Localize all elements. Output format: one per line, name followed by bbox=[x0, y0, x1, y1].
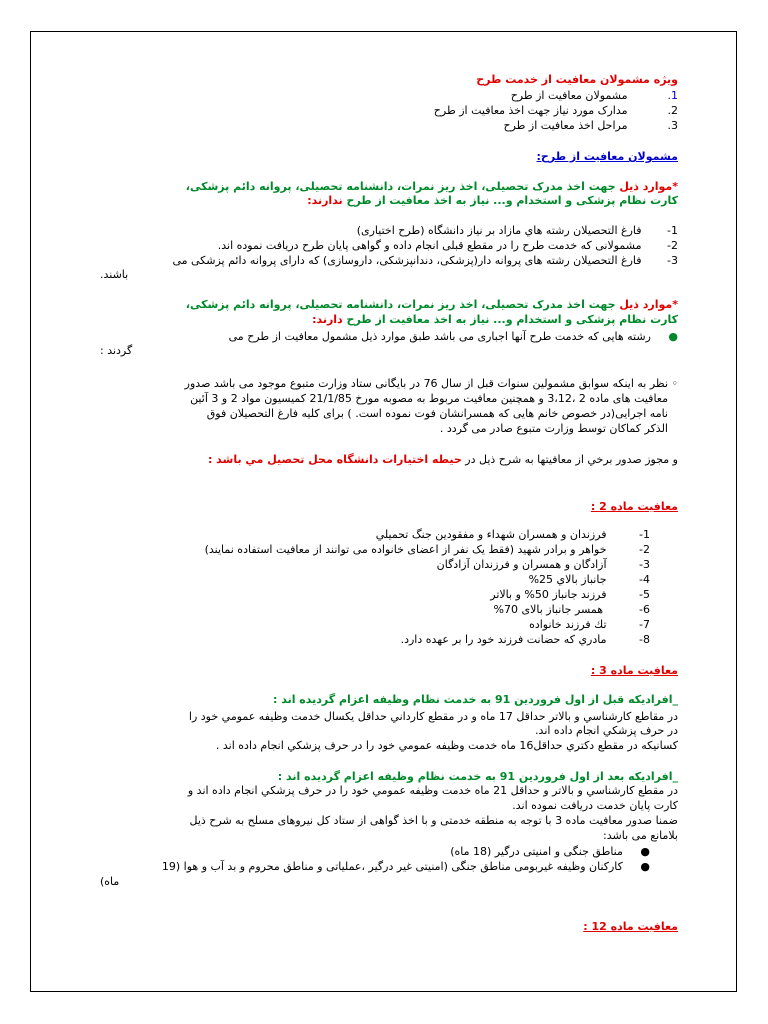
section-heading-exemptees[interactable]: مشمولان معافیت از طرح: bbox=[536, 150, 678, 163]
art3-sub1-line1: در مقاطع كارشناسي و بالاتر حداقل 17 ماه و در مقطع كارداني حداقل يكسال خدمت وظيفه عمومي خود را bbox=[188, 710, 678, 723]
art3-bullet-2: ● کارکنان وظیفه غیربومی مناطق جنگی (امنیتی غیر درگیر ،عملیاتی و مناطق محروم و بد آب و هوا (19 bbox=[161, 860, 650, 873]
art3-sub1-line3: كسانيكه در مقطع دكتري حداقل16 ماه خدمت وظيفه عمومي خود را در حرف پزشكي انجام داده اند . bbox=[215, 739, 678, 752]
bullet-line1: ● رشته هایی که خدمت طرح آنها اجباری می باشد طبق موارد ذیل مشمول معافیت از طرح می bbox=[228, 330, 678, 343]
bullet-icon: ● bbox=[640, 845, 650, 858]
bullet-icon: ● bbox=[640, 860, 650, 873]
art3-bullet-1: ● مناطق جنگی و امنیتی درگیر (18 ماه) bbox=[450, 845, 650, 858]
art3-sub2-line2: كارت پايان خدمت دريافت نموده اند. bbox=[512, 799, 678, 812]
art3-sub2-line4: بلامانع می باشد: bbox=[603, 829, 678, 842]
art2-item-6: 6- همسر جانباز بالای 70% bbox=[493, 603, 650, 616]
para-line2: معافیت های ماده 2 ،3،12 و همچنین معافیت مربوط به مصوبه مورخ 21/1/85 کمیسیون مواد 2 و 3 آئین bbox=[190, 392, 668, 405]
art3-sub2-line1: در مقطع كارشناسي و بالاتر و حداقل 21 ماه خدمت وظيفه عمومي خود را در حرف پزشكي انجام داده اند و bbox=[187, 784, 678, 797]
block1-line1: *موارد ذیل جهت اخذ مدرک تحصیلی، اخذ ریز نمرات، دانشنامه تحصیلی، پروانه دائم پزشکی، bbox=[185, 180, 678, 193]
para-line4: الذکر کماکان توسط وزارت متبوع صادر می گردد . bbox=[439, 422, 668, 435]
art2-item-3: 3- آزادگان و همسران و فرزندان آزادگان bbox=[436, 558, 650, 571]
intro-item-1: 1. مشمولان معافیت از طرح bbox=[510, 89, 678, 102]
section-heading-article-3[interactable]: معافيت ماده 3 : bbox=[590, 664, 678, 677]
block2-line1: *موارد ذیل جهت اخذ مدرک تحصیلی، اخذ ریز نمرات، دانشنامه تحصیلی، پروانه دائم پزشکی، bbox=[185, 298, 678, 311]
art2-item-7: 7- تك فرزند خانواده bbox=[529, 618, 650, 631]
bullet-line2: گردند : bbox=[100, 344, 133, 357]
permit-line: و مجوز صدور برخي از معافيتها به شرح ذيل در حيطه اختيارات دانشگاه محل تحصيل مي باشد : bbox=[207, 453, 678, 466]
list1-item-3-cont: باشند. bbox=[100, 268, 129, 281]
section-heading-article-2[interactable]: معافیت ماده 2 : bbox=[590, 500, 678, 513]
art2-item-8: 8- مادري كه حضانت فرزند خود را بر عهده دارد. bbox=[400, 633, 650, 646]
art3-sub2-line3: ضمنا صدور معافیت ماده 3 با توجه به منطقه خدمتی و با اخذ گواهی از ستاد کل نیروهای مسلح به شرح ذیل bbox=[189, 814, 678, 827]
list1-item-1: 1- فارغ التحصیلان رشته هاي مازاد بر نیاز دانشگاه (طرح اختیاری) bbox=[356, 224, 678, 237]
art2-item-2: 2- خواهر و برادر شهید (فقط یک نفر از اعضای خانواده می توانند از معافیت استفاده نمایند) bbox=[204, 543, 650, 556]
art3-sub1-line2: در حرف پزشكي انجام داده اند. bbox=[535, 724, 678, 737]
art3-bullet-2-cont: ماه) bbox=[100, 875, 120, 888]
block2-line2: کارت نظام پزشکی و استخدام و... نیاز به اخذ معافیت از طرح دارند: bbox=[312, 313, 678, 326]
art3-sub1-heading: _افراديكه قبل از اول فروردين 91 به خدمت نظام وظيفه اعزام گرديده اند : bbox=[272, 693, 678, 706]
art3-sub2-heading: _افراديكه بعد از اول فروردين 91 به خدمت نظام وظيفه اعزام گرديده اند : bbox=[277, 770, 678, 783]
intro-item-2: 2. مدارک مورد نیاز جهت اخذ معافیت از طرح bbox=[433, 104, 678, 117]
section-heading-article-12[interactable]: معافیت ماده 12 : bbox=[583, 920, 678, 933]
bullet-icon: ● bbox=[668, 330, 678, 343]
art2-item-1: 1- فرزندان و همسران شهداء و مفقودين جنگ تحميلي bbox=[375, 528, 650, 541]
block1-line2: کارت نظام پزشکی و استخدام و... نیاز به اخذ معافیت از طرح ندارند: bbox=[307, 194, 678, 207]
art2-item-5: 5- فرزند جانباز 50% و بالاتر bbox=[490, 588, 650, 601]
intro-title: ویژه مشمولان معافیت از خدمت طرح bbox=[476, 73, 678, 86]
para-line3: نامه اجرایی(در خصوص خانم هایی که همسرانشان فوت نموده است. ) برای کلیه فارغ التحصیلان فوق bbox=[206, 407, 668, 420]
list1-item-3: 3- فارغ التحصیلان رشته های پروانه دار(پزشکی، دندانپزشکی، داروسازی) که دارای پروانه دائم پزشکی می bbox=[172, 254, 678, 267]
list1-item-2: 2- مشمولانی که خدمت طرح را در مقطع قبلی انجام داده و گواهی پایان طرح دریافت نموده اند. bbox=[217, 239, 678, 252]
para-line1: ◦ نظر به اینکه سوابق مشمولین سنوات قبل از سال 76 در بایگانی ستاد وزارت متبوع موجود می باشد صدور bbox=[184, 377, 678, 390]
intro-item-3: 3. مراحل اخذ معافیت از طرح bbox=[503, 119, 678, 132]
art2-item-4: 4- جانباز بالاي 25% bbox=[528, 573, 650, 586]
